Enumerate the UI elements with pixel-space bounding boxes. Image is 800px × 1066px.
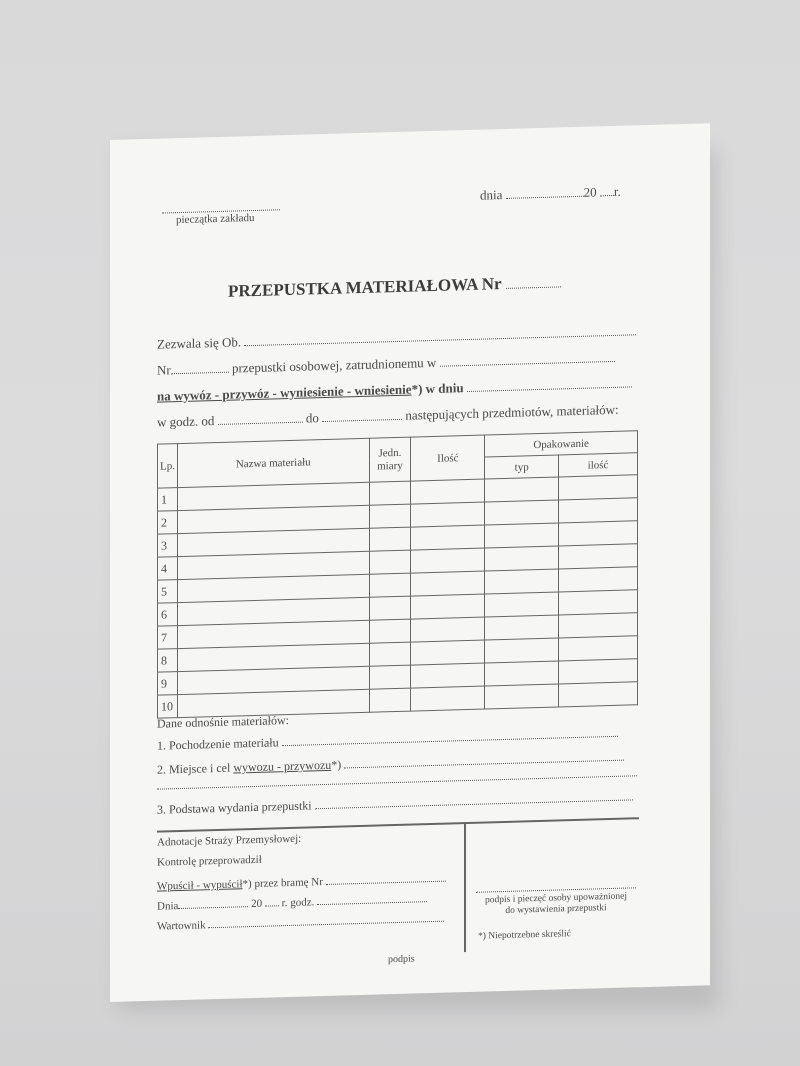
guard-signature-label: podpis bbox=[388, 953, 415, 966]
watchman-label: Wartownik bbox=[157, 919, 206, 933]
stamp-label: pieczątka zakładu bbox=[176, 211, 255, 227]
row-unit-cell[interactable] bbox=[369, 619, 411, 643]
row-type-cell[interactable] bbox=[485, 523, 559, 548]
row-unit-cell[interactable] bbox=[369, 550, 411, 574]
col-name: Nazwa materiału bbox=[177, 438, 369, 487]
row-type-cell[interactable] bbox=[485, 615, 559, 640]
row-qty-cell[interactable] bbox=[411, 502, 485, 527]
hours-from-label: w godz. od bbox=[157, 413, 215, 430]
direction-suffix: *) w dniu bbox=[411, 380, 464, 397]
following-text: następujących przedmiotów, materiałów: bbox=[405, 401, 619, 423]
row-pack-qty-cell[interactable] bbox=[559, 590, 638, 615]
place-suffix: *) bbox=[331, 757, 342, 772]
row-pack-qty-cell[interactable] bbox=[559, 659, 638, 684]
row-qty-cell[interactable] bbox=[411, 548, 485, 573]
row-number: 4 bbox=[158, 557, 178, 581]
row-pack-qty-cell[interactable] bbox=[559, 682, 638, 707]
section-divider bbox=[157, 817, 639, 832]
allow-row bbox=[157, 323, 636, 352]
row-number: 7 bbox=[158, 626, 178, 650]
footnote: *) Niepotrzebne skreślić bbox=[478, 929, 571, 942]
vertical-divider bbox=[464, 822, 466, 952]
row-number: 3 bbox=[158, 534, 178, 558]
row-pack-qty-cell[interactable] bbox=[559, 613, 638, 638]
row-number: 10 bbox=[158, 695, 178, 719]
guard-let-row bbox=[157, 871, 446, 893]
guard-heading: Adnotacje Straży Przemysłowej: bbox=[157, 832, 302, 849]
nr-label: Nr bbox=[157, 362, 171, 378]
pass-row bbox=[157, 350, 615, 379]
hours-row bbox=[157, 402, 619, 431]
place-underlined: wywozu - przywozu bbox=[233, 757, 332, 775]
col-unit: Jedn. miary bbox=[369, 437, 411, 482]
row-number: 8 bbox=[158, 649, 178, 673]
row-pack-qty-cell[interactable] bbox=[559, 521, 638, 546]
signature-label-line-2: do wystawienia przepustki bbox=[505, 903, 607, 916]
row-unit-cell[interactable] bbox=[369, 504, 411, 528]
form-title: PRZEPUSTKA MATERIAŁOWA Nr bbox=[228, 274, 502, 301]
authorized-signature-label bbox=[476, 891, 636, 917]
col-type: typ bbox=[485, 455, 559, 479]
row-qty-cell[interactable] bbox=[411, 571, 485, 596]
row-qty-cell[interactable] bbox=[411, 663, 485, 688]
row-number: 2 bbox=[158, 511, 178, 535]
guard-control: Kontrolę przeprowadził bbox=[157, 853, 262, 869]
row-qty-cell[interactable] bbox=[411, 525, 485, 550]
row-number: 9 bbox=[158, 672, 178, 696]
allow-label: Zezwala się Ob. bbox=[157, 334, 242, 352]
row-unit-cell[interactable] bbox=[369, 642, 411, 666]
row-unit-cell[interactable] bbox=[369, 596, 411, 620]
row-pack-qty-cell[interactable] bbox=[559, 475, 638, 500]
row-number: 6 bbox=[158, 603, 178, 627]
direction-row bbox=[157, 375, 632, 404]
row-qty-cell[interactable] bbox=[411, 594, 485, 619]
row-pack-qty-cell[interactable] bbox=[559, 567, 638, 592]
day-label: Dnia bbox=[157, 900, 179, 913]
signature-label-line-1: podpis i pieczęć osoby upoważnionej bbox=[485, 891, 627, 906]
row-unit-cell[interactable] bbox=[369, 688, 411, 712]
col-qty: Ilość bbox=[411, 435, 485, 481]
row-type-cell[interactable] bbox=[485, 684, 559, 709]
pass-form-sheet bbox=[110, 123, 710, 1002]
date-prefix: dnia bbox=[480, 187, 503, 203]
guard-day-row bbox=[157, 891, 427, 913]
materials-heading: Dane odnośnie materiałów: bbox=[157, 713, 289, 731]
place-extra-line bbox=[157, 775, 637, 789]
row-type-cell[interactable] bbox=[485, 661, 559, 686]
col-packaging: Opakowanie bbox=[485, 431, 638, 457]
hours-to-label: do bbox=[305, 410, 319, 426]
row-qty-cell[interactable] bbox=[411, 686, 485, 711]
pass-text: przepustki osobowej, zatrudnionemu w bbox=[231, 354, 437, 376]
date-year: 20 bbox=[583, 184, 597, 200]
row-unit-cell[interactable] bbox=[369, 527, 411, 551]
row-pack-qty-cell[interactable] bbox=[559, 498, 638, 523]
place-row bbox=[157, 750, 624, 778]
basis-row bbox=[157, 789, 633, 817]
guard-watchman-row bbox=[157, 911, 444, 933]
col-lp: Lp. bbox=[158, 444, 178, 489]
day-suffix: r. godz. bbox=[281, 896, 315, 910]
direction-options: na wywóz - przywóz - wyniesienie - wniesienie bbox=[157, 381, 412, 404]
place-prefix: 2. Miejsce i cel bbox=[157, 760, 231, 777]
origin-row bbox=[157, 726, 618, 754]
row-qty-cell[interactable] bbox=[411, 479, 485, 504]
row-qty-cell[interactable] bbox=[411, 617, 485, 642]
row-type-cell[interactable] bbox=[485, 500, 559, 525]
row-unit-cell[interactable] bbox=[369, 573, 411, 597]
row-qty-cell[interactable] bbox=[411, 640, 485, 665]
let-suffix: *) przez bramę Nr bbox=[242, 876, 323, 891]
row-type-cell[interactable] bbox=[485, 477, 559, 502]
row-pack-qty-cell[interactable] bbox=[559, 544, 638, 569]
date-field bbox=[480, 184, 621, 204]
row-type-cell[interactable] bbox=[485, 638, 559, 663]
row-number: 1 bbox=[158, 488, 178, 512]
form-title-row bbox=[228, 272, 561, 301]
origin-label: 1. Pochodzenie materiału bbox=[157, 735, 279, 753]
row-pack-qty-cell[interactable] bbox=[559, 636, 638, 661]
row-unit-cell[interactable] bbox=[369, 665, 411, 689]
row-unit-cell[interactable] bbox=[369, 481, 411, 505]
row-number: 5 bbox=[158, 580, 178, 604]
day-year: 20 bbox=[251, 897, 263, 911]
row-type-cell[interactable] bbox=[485, 592, 559, 617]
row-type-cell[interactable] bbox=[485, 546, 559, 571]
col-pack-qty: ilość bbox=[559, 453, 638, 477]
let-underlined: Wpuścił - wypuścił bbox=[157, 878, 243, 893]
row-type-cell[interactable] bbox=[485, 569, 559, 594]
materials-table bbox=[157, 430, 638, 718]
date-suffix: r. bbox=[613, 183, 621, 199]
basis-label: 3. Podstawa wydania przepustki bbox=[157, 798, 312, 817]
